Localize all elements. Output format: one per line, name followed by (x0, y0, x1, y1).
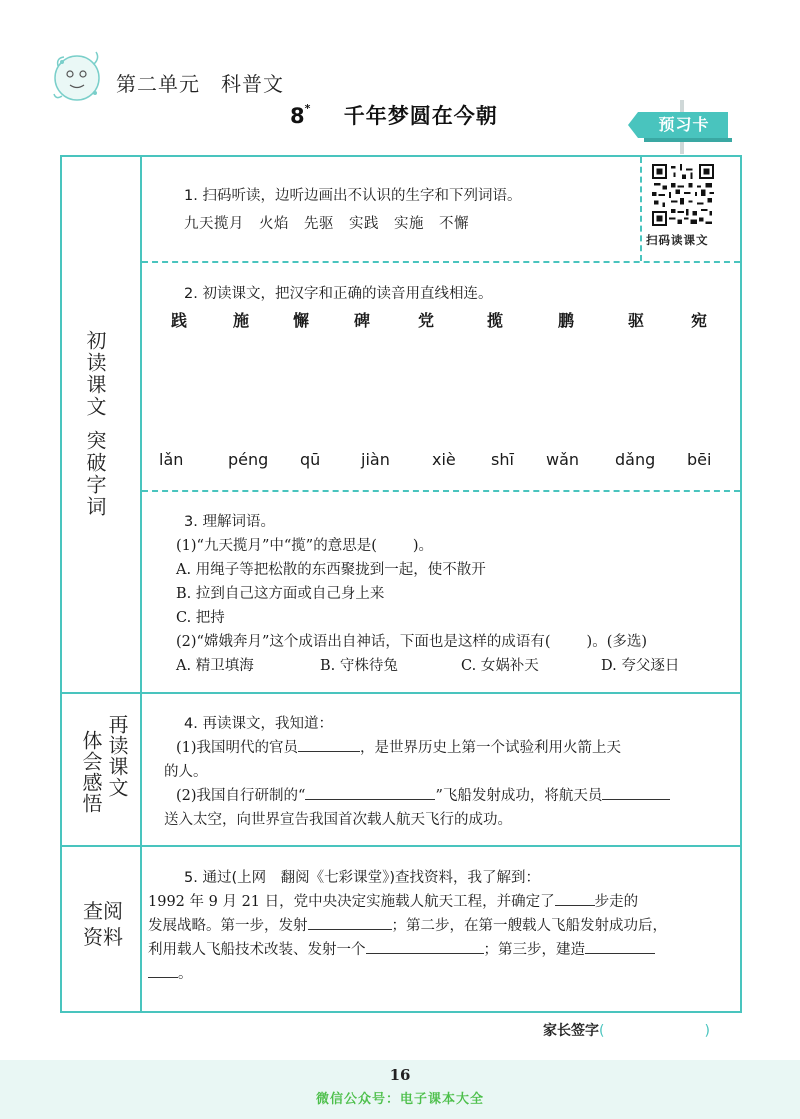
parent-signature-label: 家长签字 (543, 1023, 599, 1039)
section-divider-main (62, 692, 740, 694)
blank-step-three[interactable] (585, 938, 655, 954)
lesson-title-block (290, 100, 498, 130)
question-4-sub1-text: (1)我国明代的官员 (176, 740, 299, 756)
section-divider-q2-q3 (142, 490, 740, 492)
sidebar-section2 (78, 714, 130, 814)
lesson-number-value: 8 (290, 104, 305, 128)
qr-divider (640, 157, 642, 261)
question-5-line1-text: 1992 年 9 月 21 日，党中央决定实施载人航天工程，并确定了 (148, 894, 555, 910)
blank-step-two[interactable] (366, 938, 484, 954)
question-2-prompt: 2. 初读课文，把汉字和正确的读音用直线相连。 (184, 286, 493, 302)
question-3-choices (176, 654, 716, 678)
pinyin-item[interactable]: shī (491, 450, 514, 469)
pinyin-item[interactable]: wǎn (546, 450, 580, 469)
signature-open-paren: ( (599, 1023, 605, 1039)
question-4-sub1-cont: 的人。 (164, 764, 208, 780)
question-4-sub2-text: (2)我国自行研制的“ (176, 788, 306, 804)
character-item[interactable]: 党 (418, 311, 435, 330)
option-a[interactable]: A. 用绳子等把松散的东西聚拢到一起，使不散开 (176, 562, 486, 578)
blank-steps[interactable] (555, 890, 595, 906)
character-row (140, 308, 740, 330)
blank-astronaut-name[interactable] (602, 784, 670, 800)
question-4-sub2 (176, 784, 670, 808)
character-item[interactable]: 懈 (293, 311, 310, 330)
question-4-sub1-rest: ，是世界历史上第一个试验利用火箭上天 (360, 740, 622, 756)
question-3-sub1-text: (1)“九天揽月”中“揽”的意思是( (176, 538, 377, 554)
question-1 (184, 184, 521, 236)
question-5-line3-end: ；第三步，建造 (483, 942, 585, 958)
question-3-sub2-end: )。(多选) (586, 634, 648, 650)
footer-wechat-text: 微信公众号：电子课本大全 (315, 1092, 484, 1107)
question-3-prompt: 3. 理解词语。 (184, 514, 275, 530)
option-c[interactable]: C. 把持 (176, 610, 225, 626)
sidebar-section1-top-text: 初读课文 (83, 330, 107, 418)
choice-a[interactable]: A. 精卫填海 (176, 658, 254, 674)
question-3-sub2-text: (2)“嫦娥奔月”这个成语出自神话，下面也是这样的成语有( (176, 634, 551, 650)
pinyin-item[interactable]: qū (300, 450, 321, 469)
choice-c[interactable]: C. 女娲补天 (461, 658, 539, 674)
qr-code-icon[interactable] (652, 164, 714, 226)
pinyin-item[interactable]: xiè (432, 450, 456, 469)
pinyin-item[interactable]: lǎn (159, 450, 184, 469)
question-3-sub2 (176, 630, 716, 654)
option-b[interactable]: B. 拉到自己这方面或自己身上来 (176, 586, 385, 602)
sidebar-section2-left-text: 体会感悟 (79, 730, 103, 814)
question-4-sub1 (176, 736, 670, 760)
character-item[interactable]: 践 (171, 311, 188, 330)
section-divider-main (62, 845, 740, 847)
character-item[interactable]: 施 (233, 311, 250, 330)
pinyin-item[interactable]: jiàn (361, 450, 390, 469)
lesson-number (290, 104, 310, 128)
blank-official-name[interactable] (298, 736, 360, 752)
blank-step-one[interactable] (308, 914, 392, 930)
question-5-line4-end: 。 (178, 966, 193, 982)
question-5-line4 (148, 962, 667, 986)
question-2 (184, 282, 492, 306)
question-1-words: 九天揽月 火焰 先驱 实践 实施 不懈 (184, 216, 469, 232)
section-divider-q1-q2 (142, 261, 740, 263)
question-5 (148, 866, 667, 986)
preview-card-label: 预习卡 (658, 115, 710, 134)
question-5-line2-text: 发展战略。第一步，发射 (148, 918, 308, 934)
question-5-line1-end: 步走的 (594, 894, 639, 910)
sidebar-section1-top (84, 330, 108, 418)
question-5-line1 (148, 890, 667, 914)
blank-step-three-cont[interactable] (148, 962, 178, 978)
question-5-line2 (148, 914, 667, 938)
mascot-logo-icon (48, 48, 106, 106)
character-item[interactable]: 揽 (487, 311, 504, 330)
lesson-title: 千年梦圆在今朝 (343, 104, 498, 128)
question-1-prompt: 1. 扫码听读，边听边画出不认识的生字和下列词语。 (184, 188, 522, 204)
signature-close-paren: ) (704, 1023, 710, 1039)
qr-caption: 扫码读课文 (646, 233, 709, 247)
unit-label: 第二单元 科普文 (116, 72, 284, 96)
question-4-sub2-mid: ”飞船发射成功，将航天员 (435, 788, 603, 804)
blank-spacecraft-name[interactable] (305, 784, 435, 800)
question-4-prompt: 4. 再读课文，我知道： (184, 716, 333, 732)
question-4-sub2-cont: 送入太空，向世界宣告我国首次载人航天飞行的成功。 (164, 812, 512, 828)
choice-b[interactable]: B. 守株待兔 (320, 658, 398, 674)
sidebar-section2-right-text: 再读课文 (105, 714, 129, 798)
lesson-number-mark: * (304, 102, 311, 115)
pinyin-row (140, 450, 740, 472)
character-item[interactable]: 宛 (691, 311, 708, 330)
choice-d[interactable]: D. 夸父逐日 (601, 658, 680, 674)
sidebar-section3-text: 查阅资料 (83, 899, 123, 949)
character-item[interactable]: 碑 (354, 311, 371, 330)
question-5-line3 (148, 938, 667, 962)
pinyin-item[interactable]: bēi (687, 450, 712, 469)
character-item[interactable]: 驱 (628, 311, 645, 330)
pinyin-item[interactable]: dǎng (615, 450, 656, 469)
question-5-prompt: 5. 通过(上网 翻阅《七彩课堂》)查找资料，我了解到： (184, 870, 541, 886)
sidebar-section1-bottom-text: 突破字词 (83, 430, 107, 518)
question-3-sub1 (176, 534, 716, 558)
parent-signature (543, 1020, 710, 1040)
pinyin-item[interactable]: péng (228, 450, 269, 469)
page-number: 16 (389, 1066, 411, 1084)
question-3-sub1-end: )。 (412, 538, 434, 554)
question-5-line2-end: ；第二步，在第一艘载人飞船发射成功后， (391, 918, 667, 934)
sidebar-section1-bottom (84, 430, 108, 518)
character-item[interactable]: 鹏 (558, 311, 575, 330)
question-4 (164, 712, 670, 832)
sidebar-divider (140, 157, 142, 1011)
question-5-line3-text: 利用载人飞船技术改装、发射一个 (148, 942, 366, 958)
question-3 (176, 510, 716, 678)
sidebar-section3 (78, 898, 128, 958)
